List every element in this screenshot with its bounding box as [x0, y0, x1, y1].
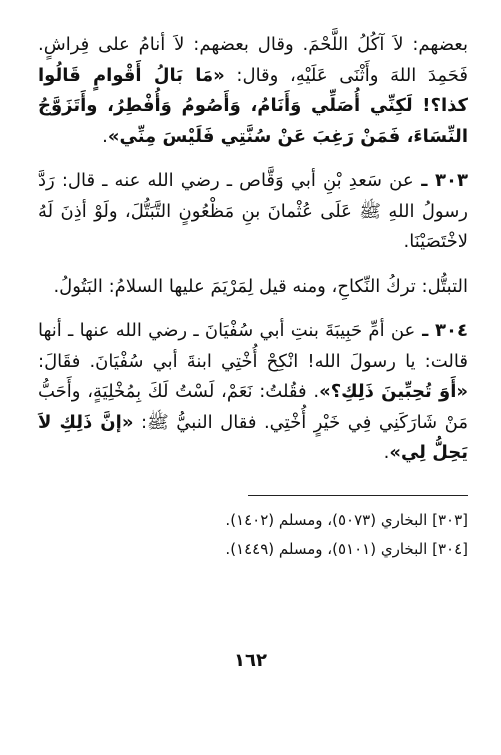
bold-segment: «إنَّ ذَلِكِ لاَ يَحِلُّ لِي»	[38, 411, 468, 463]
paragraph-gap	[38, 302, 468, 316]
body-text	[38, 30, 468, 469]
footnotes	[38, 496, 468, 564]
paragraph-3	[38, 272, 468, 303]
book-page	[38, 30, 468, 730]
footnote-1: [٣٠٣] البخاري (٥٠٧٣)، ومسلم (١٤٠٢).	[225, 510, 468, 529]
text-segment: عن سَعدِ بْنِ أبي وَقَّاص ـ رضي الله عنه ـ قال: رَدَّ رسولُ اللهِ ﷺ عَلَى عُثْمانَ بنِ مَظْعُونٍ التَّبَتُّلَ، ولَوْ أذِنَ لَهُ لاخْتَصَيْنَا.	[38, 170, 468, 252]
paragraph-gap	[38, 258, 468, 272]
text-segment: بعضهم: لاَ آكُلُ اللَّحْمَ. وقال بعضهم: لاَ أنامُ على فِراشٍ. فَحَمِدَ اللهَ وأَثْنَى عَلَيْهِ، وقال:	[38, 34, 468, 86]
text-segment: .	[383, 442, 390, 463]
bold-segment: ٣٠٤ ـ	[415, 320, 469, 341]
paragraph-2	[38, 166, 468, 258]
paragraph-4	[38, 316, 468, 469]
bold-segment: ٣٠٣ ـ	[413, 170, 469, 191]
text-segment: .	[102, 125, 108, 147]
bold-segment: «مَا بَالُ أَقْوامٍ قَالُوا كذا؟! لَكِنِّي أُصَلِّي وَأَنَامُ، وَأَصُومُ وَأُفْطِرُ، وأَتَزَوَّجُ النِّسَاءَ، فَمَنْ رَغِبَ عَنْ سُنَّتِي فَلَيْسَ مِنِّي»	[38, 64, 468, 147]
paragraph-gap	[38, 152, 468, 166]
text-segment: عن أمِّ حَبِيبَةَ بنتِ أبي سُفْيَانَ ـ رضي الله عنها ـ أنها قالت: يا رسولَ الله! انْكِحْ أُخْتِي ابنةَ أبي سُفْيَانَ. فقَالَ:	[38, 320, 468, 372]
page-number: ١٦٢	[234, 650, 267, 671]
text-segment: . فقُلتُ: نَعَمْ، لَسْتُ لَكَ بِمُخْلِيَةٍ، وأَحَبُّ مَنْ شَارَكَنِي فِي خَيْرٍ أُخْتِي. فقال النبيُّ ﷺ:	[38, 381, 468, 433]
text-segment: التبتُّل: تركُ النِّكاحِ، ومنه قيل لِمَرْيَمَ عليها السلامُ: البَتُولُ.	[53, 275, 468, 297]
bold-segment: «أَوَ تُحِبِّينَ ذَلِكِ؟»	[319, 381, 468, 402]
footnote-2: [٣٠٤] البخاري (٥١٠١)، ومسلم (١٤٤٩).	[225, 539, 468, 558]
paragraph-1	[38, 30, 468, 152]
